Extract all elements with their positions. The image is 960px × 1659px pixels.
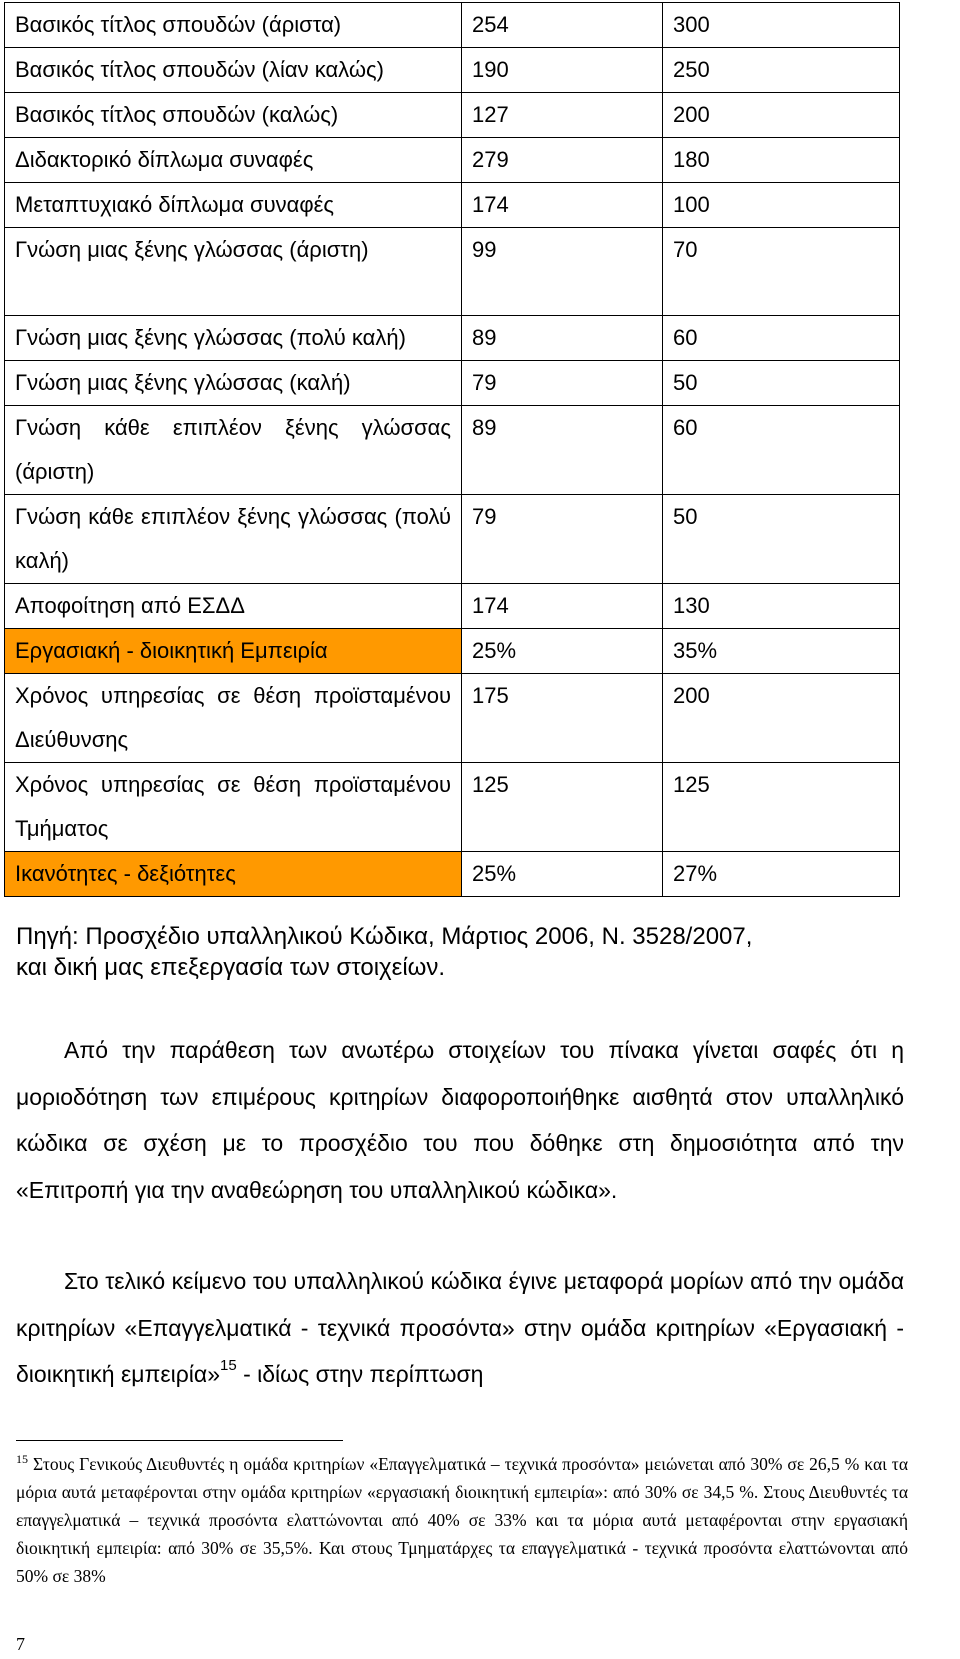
criterion-label: Γνώση μιας ξένης γλώσσας (άριστη) (5, 228, 462, 316)
points-draft: 89 (462, 316, 663, 361)
footnote (16, 1450, 908, 1590)
points-final: 200 (663, 674, 900, 763)
points-final: 35% (663, 629, 900, 674)
table-row (5, 763, 900, 852)
points-draft: 25% (462, 629, 663, 674)
points-final: 60 (663, 406, 900, 495)
table-row (5, 316, 900, 361)
points-final: 130 (663, 584, 900, 629)
paragraph-text: Στο τελικό κείμενο του υπαλληλικού κώδικα έγινε μεταφορά μορίων από την ομάδα κριτηρίων «Επαγγελματικά - τεχνικά προσόντα» στην ομάδα κριτηρίων «Εργασιακή - διοικητική εμπειρία» (16, 1268, 904, 1387)
criterion-label: Βασικός τίτλος σπουδών (άριστα) (5, 3, 462, 48)
points-draft: 125 (462, 763, 663, 852)
criterion-label: Γνώση κάθε επιπλέον ξένης γλώσσας (πολύ καλή) (5, 495, 462, 584)
table-row (5, 138, 900, 183)
table-row (5, 674, 900, 763)
source-line-2: και δική μας επεξεργασία των στοιχείων. (16, 954, 446, 981)
points-final: 125 (663, 763, 900, 852)
points-final: 50 (663, 361, 900, 406)
source-line-1: Πηγή: Προσχέδιο υπαλληλικού Κώδικα, Μάρτιος 2006, Ν. 3528/2007, (16, 923, 753, 950)
points-draft: 79 (462, 361, 663, 406)
criterion-group-label: Ικανότητες - δεξιότητες (5, 852, 462, 897)
criterion-group-label: Εργασιακή - διοικητική Εμπειρία (5, 629, 462, 674)
table-row (5, 228, 900, 316)
body-paragraph-2 (16, 1258, 904, 1398)
table-row (5, 584, 900, 629)
points-draft: 79 (462, 495, 663, 584)
table-row (5, 3, 900, 48)
body-paragraph-1: Από την παράθεση των ανωτέρω στοιχείων του πίνακα γίνεται σαφές ότι η μοριοδότηση των επιμέρους κριτηρίων διαφοροποιήθηκε αισθητά στον υπαλληλικό κώδικα σε σχέση με το προσχέδιο του που δόθηκε στη δημοσιότητα από την «Επιτροπή για την αναθεώρηση του υπαλληλικού κώδικα». (16, 1037, 904, 1203)
criterion-label: Χρόνος υπηρεσίας σε θέση προϊσταμένου Διεύθυνσης (5, 674, 462, 763)
table-row (5, 183, 900, 228)
criterion-label: Βασικός τίτλος σπουδών (καλώς) (5, 93, 462, 138)
table-row (5, 93, 900, 138)
table-source-note (16, 921, 916, 983)
points-final: 180 (663, 138, 900, 183)
footnote-number: 15 (16, 1452, 28, 1466)
footnote-reference: 15 (220, 1357, 237, 1374)
points-draft: 25% (462, 852, 663, 897)
criterion-label: Χρόνος υπηρεσίας σε θέση προϊσταμένου Τμήματος (5, 763, 462, 852)
criteria-table (4, 2, 900, 897)
points-final: 50 (663, 495, 900, 584)
points-final: 100 (663, 183, 900, 228)
footnote-separator (16, 1440, 343, 1441)
points-draft: 99 (462, 228, 663, 316)
points-final: 60 (663, 316, 900, 361)
table-row (5, 406, 900, 495)
points-draft: 190 (462, 48, 663, 93)
criterion-label: Γνώση μιας ξένης γλώσσας (πολύ καλή) (5, 316, 462, 361)
paragraph-text-tail: - ιδίως στην περίπτωση (236, 1361, 484, 1387)
table-row (5, 48, 900, 93)
points-final: 300 (663, 3, 900, 48)
criterion-label: Γνώση μιας ξένης γλώσσας (καλή) (5, 361, 462, 406)
criterion-label: Μεταπτυχιακό δίπλωμα συναφές (5, 183, 462, 228)
table-row-highlighted (5, 629, 900, 674)
points-draft: 254 (462, 3, 663, 48)
table-row-highlighted (5, 852, 900, 897)
points-draft: 127 (462, 93, 663, 138)
points-draft: 175 (462, 674, 663, 763)
criterion-label: Γνώση κάθε επιπλέον ξένης γλώσσας (άριστη) (5, 406, 462, 495)
points-final: 250 (663, 48, 900, 93)
table-row (5, 361, 900, 406)
points-draft: 174 (462, 183, 663, 228)
points-draft: 174 (462, 584, 663, 629)
criterion-label: Βασικός τίτλος σπουδών (λίαν καλώς) (5, 48, 462, 93)
criterion-label: Διδακτορικό δίπλωμα συναφές (5, 138, 462, 183)
points-draft: 89 (462, 406, 663, 495)
table-row (5, 495, 900, 584)
points-draft: 279 (462, 138, 663, 183)
points-final: 200 (663, 93, 900, 138)
footnote-text: Στους Γενικούς Διευθυντές η ομάδα κριτηρίων «Επαγγελματικά – τεχνικά προσόντα» μειώνεται από 30% σε 26,5 % και τα μόρια αυτά μεταφέρονται στην ομάδα κριτηρίων «εργασιακή διοικητική εμπειρία»: από 30% σε 34,5 %. Στους Διευθυντές τα επαγγελματικά – τεχνικά προσόντα ελαττώνονται από 40% σε 33% και τα μόρια αυτά μεταφέρονται στην εργασιακή διοικητική εμπειρία: από 30% σε 35,5%. Και στους Τμηματάρχες τα επαγγελματικά - τεχνικά προσόντα ελαττώνονται από 50% σε 38% (16, 1454, 908, 1586)
points-final: 70 (663, 228, 900, 316)
page-number: 7 (16, 1634, 25, 1654)
criterion-label: Αποφοίτηση από ΕΣΔΔ (5, 584, 462, 629)
points-final: 27% (663, 852, 900, 897)
